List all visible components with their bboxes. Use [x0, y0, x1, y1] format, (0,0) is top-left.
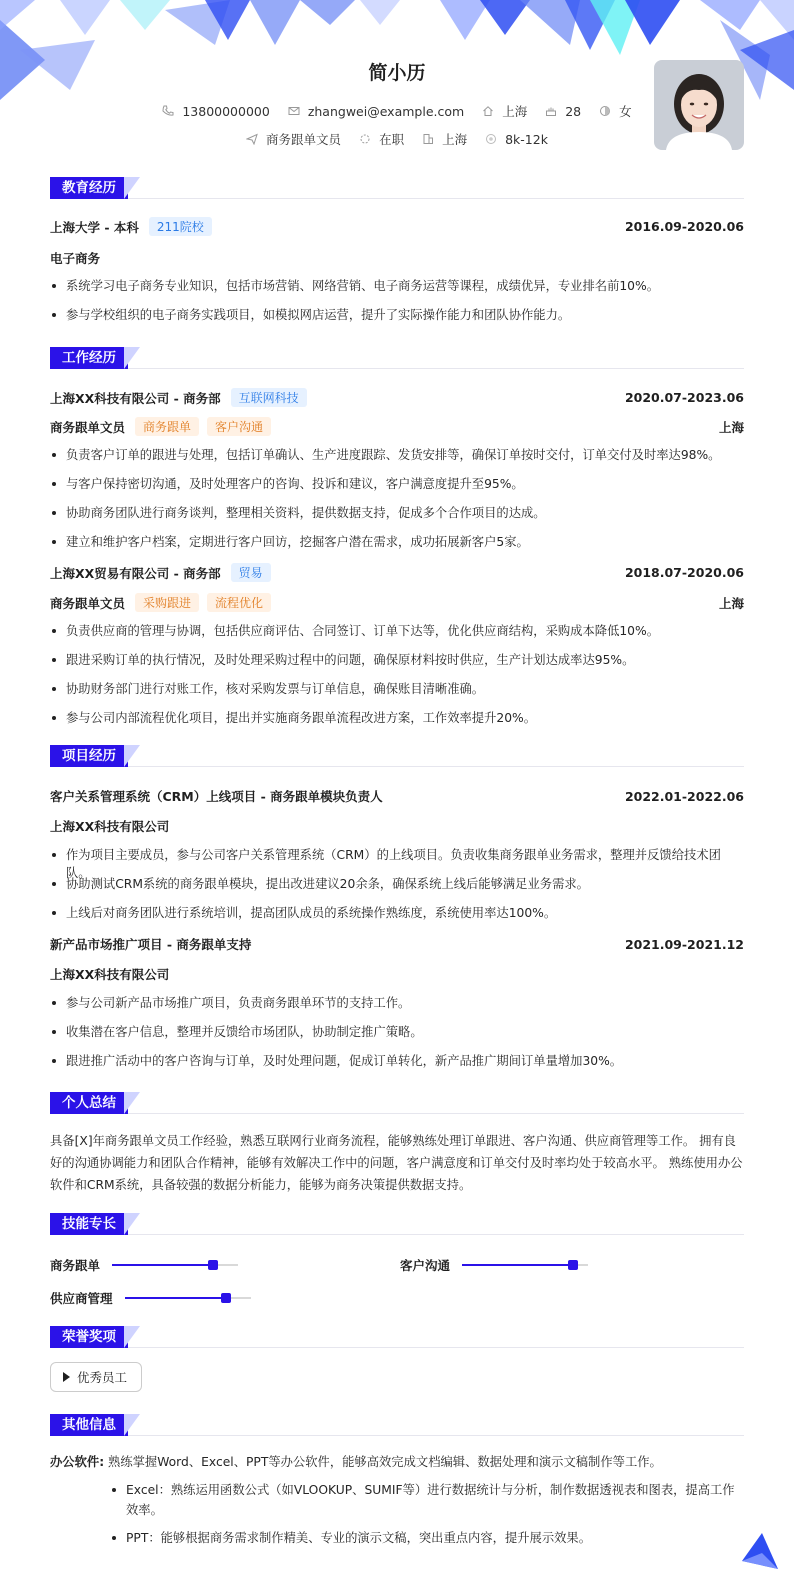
- section-title: 其他信息: [50, 1414, 128, 1436]
- list-item: 协助商务团队进行商务谈判，整理相关资料，提供数据支持，促成多个合作项目的达成。: [50, 504, 744, 533]
- summary-title-bar: [50, 1092, 744, 1114]
- status-text: 在职: [379, 132, 405, 147]
- list-item: 协助测试CRM系统的商务跟单模块，提出改进建议20余条，确保系统上线后能够满足业务需求。: [50, 875, 744, 904]
- education-section: [50, 177, 744, 322]
- skills-title-bar: [50, 1213, 744, 1235]
- list-item: 跟进推广活动中的客户咨询与订单，及时处理问题，促成订单转化，新产品推广期间订单量增加30%。: [50, 1052, 744, 1081]
- gender-icon: [599, 105, 611, 117]
- project-date: 2022.01-2022.06: [624, 788, 744, 804]
- job-header-row: [50, 563, 744, 582]
- status-info: [359, 130, 404, 148]
- major-name: 电子商务: [50, 251, 101, 266]
- skill-tag: 采购跟进: [135, 593, 199, 612]
- section-title: 项目经历: [50, 745, 128, 767]
- title-tail: [124, 1414, 140, 1436]
- age-text: 28: [565, 103, 582, 119]
- gender-text: 女: [619, 104, 632, 119]
- work-title-bar: [50, 347, 744, 369]
- job-location: 上海: [718, 595, 744, 611]
- job-header-row: [50, 388, 744, 407]
- education-header-row: [50, 217, 744, 236]
- resume-header: [0, 0, 794, 160]
- section-title: 个人总结: [50, 1092, 128, 1114]
- project-bullets: [50, 994, 744, 1081]
- job-role: 商务跟单文员: [50, 419, 126, 435]
- project-name: 新产品市场推广项目 - 商务跟单支持: [50, 937, 252, 952]
- skill-name: 供应商管理: [50, 1291, 113, 1306]
- summary-text: 具备[X]年商务跟单文员工作经验，熟悉互联网行业商务流程，能够熟练处理订单跟进、客户沟通、供应商管理等工作。 拥有良好的沟通协调能力和团队合作精神，能够有效解决工作中的问题，客户满意度和订单交付及时率均处于较高水平。 熟练使用办公软件和CRM系统，具备较强的数据分析能力，能够为商务决策提供数据支持。: [50, 1134, 743, 1192]
- target-city-text: 上海: [442, 132, 468, 147]
- section-title: 技能专长: [50, 1213, 128, 1235]
- project-org: 上海XX科技有限公司: [50, 967, 170, 982]
- other-label: 办公软件:: [50, 1455, 105, 1469]
- mail-icon: [288, 105, 300, 117]
- job-date: 2020.07-2023.06: [624, 390, 744, 405]
- salary-text: 8k-12k: [505, 131, 548, 147]
- list-item: 上线后对商务团队进行系统培训，提高团队成员的系统操作熟练度，系统使用率达100%。: [50, 904, 744, 933]
- email-info: [288, 102, 464, 120]
- education-date: 2016.09-2020.06: [624, 219, 744, 234]
- list-item: 收集潜在客户信息，整理并反馈给市场团队，协助制定推广策略。: [50, 1023, 744, 1052]
- list-item: PPT：能够根据商务需求制作精美、专业的演示文稿，突出重点内容，提升展示效果。: [110, 1528, 744, 1548]
- section-title: 教育经历: [50, 177, 128, 199]
- candidate-name: 简小历: [368, 62, 426, 84]
- section-title: 工作经历: [50, 347, 128, 369]
- building-icon: [422, 133, 434, 145]
- salary-info: [485, 130, 548, 148]
- skill-fill: [125, 1297, 226, 1299]
- loading-icon: [359, 133, 371, 145]
- project-org-row: [50, 965, 744, 983]
- skill-fill: [112, 1264, 213, 1266]
- skill-tag: 客户沟通: [207, 417, 271, 436]
- skill-bar: [462, 1264, 588, 1266]
- title-tail: [124, 1213, 140, 1235]
- other-section: [50, 1414, 744, 1545]
- skill-knob: [208, 1260, 218, 1270]
- summary-section: [50, 1092, 744, 1192]
- coin-icon: [485, 133, 497, 145]
- city-info: [482, 102, 527, 120]
- other-text: 熟练掌握Word、Excel、PPT等办公软件，能够高效完成文档编辑、数据处理和演示文稿制作等工作。: [108, 1455, 662, 1469]
- list-item: 与客户保持密切沟通，及时处理客户的咨询、投诉和建议，客户满意度提升至95%。: [50, 475, 744, 504]
- skill-fill: [462, 1264, 573, 1266]
- title-tail: [124, 1092, 140, 1114]
- list-item: 作为项目主要成员，参与公司客户关系管理系统（CRM）的上线项目。负责收集商务跟单业务需求，整理并反馈给技术团队。: [50, 846, 744, 875]
- project-header-row: [50, 935, 744, 953]
- skill-item: [400, 1256, 588, 1274]
- projects-section: [50, 745, 744, 1068]
- company-name: 上海XX贸易有限公司 - 商务部: [50, 565, 221, 581]
- phone-text: 13800000000: [182, 103, 270, 119]
- project-org: 上海XX科技有限公司: [50, 819, 170, 834]
- target-city-info: [422, 130, 467, 148]
- office-sub-list: [110, 1480, 744, 1556]
- project-bullets: [50, 846, 744, 933]
- title-tail: [124, 347, 140, 369]
- age-info: [545, 102, 581, 120]
- education-title-bar: [50, 177, 744, 199]
- school-name: 上海大学 - 本科: [50, 219, 139, 235]
- job-role-row: [50, 417, 744, 436]
- skill-item: [50, 1256, 238, 1274]
- title-tail: [124, 177, 140, 199]
- project-date: 2021.09-2021.12: [624, 936, 744, 952]
- skill-item: [50, 1289, 251, 1307]
- company-name: 上海XX科技有限公司 - 商务部: [50, 390, 221, 406]
- phone-info: [162, 102, 269, 120]
- awards-section: [50, 1326, 744, 1385]
- list-item: 参与学校组织的电子商务实践项目，如模拟网店运营，提升了实际操作能力和团队协作能力。: [50, 306, 744, 335]
- awards-title-bar: [50, 1326, 744, 1348]
- project-org-row: [50, 817, 744, 835]
- other-title-bar: [50, 1414, 744, 1436]
- email-text: zhangwei@example.com: [307, 103, 465, 119]
- skill-bar: [125, 1297, 251, 1299]
- job-bullets: [50, 446, 744, 562]
- list-item: 参与公司新产品市场推广项目，负责商务跟单环节的支持工作。: [50, 994, 744, 1023]
- title-tail: [124, 745, 140, 767]
- skill-tag: 商务跟单: [135, 417, 199, 436]
- list-item: 跟进采购订单的执行情况，及时处理采购过程中的问题，确保原材料按时供应，生产计划达成率达95%。: [50, 651, 744, 680]
- skill-bar: [112, 1264, 238, 1266]
- job-target-info: [246, 130, 341, 148]
- projects-title-bar: [50, 745, 744, 767]
- skill-knob: [568, 1260, 578, 1270]
- job-role: 商务跟单文员: [50, 595, 126, 611]
- list-item: 系统学习电子商务专业知识，包括市场营销、网络营销、电子商务运营等课程，成绩优异，专业排名前10%。: [50, 277, 744, 306]
- play-icon: [63, 1372, 70, 1382]
- industry-tag: 贸易: [231, 563, 271, 582]
- education-bullets: [50, 277, 744, 335]
- list-item: 负责供应商的管理与协调，包括供应商评估、合同签订、订单下达等，优化供应商结构，采购成本降低10%。: [50, 622, 744, 651]
- home-icon: [482, 105, 494, 117]
- send-icon: [246, 133, 258, 145]
- work-section: [50, 347, 744, 725]
- title-tail: [124, 1326, 140, 1348]
- major-row: [50, 249, 744, 267]
- gender-info: [599, 102, 632, 120]
- skill-tag: 流程优化: [207, 593, 271, 612]
- skill-name: 客户沟通: [400, 1258, 451, 1273]
- list-item: 建立和维护客户档案，定期进行客户回访，挖掘客户潜在需求，成功拓展新客户5家。: [50, 533, 744, 562]
- project-header-row: [50, 787, 744, 805]
- industry-tag: 互联网科技: [231, 388, 307, 407]
- section-title: 荣誉奖项: [50, 1326, 128, 1348]
- list-item: 参与公司内部流程优化项目，提出并实施商务跟单流程改进方案，工作效率提升20%。: [50, 709, 744, 738]
- office-software-line: [50, 1452, 744, 1472]
- skill-knob: [221, 1293, 231, 1303]
- cake-icon: [545, 105, 557, 117]
- job-target-text: 商务跟单文员: [266, 132, 342, 147]
- phone-icon: [162, 105, 174, 117]
- job-role-row: [50, 593, 744, 612]
- school-tag: 211院校: [149, 217, 212, 236]
- skills-section: [50, 1213, 744, 1306]
- skill-name: 商务跟单: [50, 1258, 101, 1273]
- award-chip: [50, 1362, 142, 1392]
- job-bullets: [50, 622, 744, 738]
- job-location: 上海: [718, 419, 744, 435]
- award-name: 优秀员工: [77, 1370, 128, 1385]
- list-item: 负责客户订单的跟进与处理，包括订单确认、生产进度跟踪、发货安排等，确保订单按时交付，订单交付及时率达98%。: [50, 446, 744, 475]
- project-name: 客户关系管理系统（CRM）上线项目 - 商务跟单模块负责人: [50, 789, 383, 804]
- list-item: Excel：熟练运用函数公式（如VLOOKUP、SUMIF等）进行数据统计与分析，制作数据透视表和图表，提高工作效率。: [110, 1480, 744, 1520]
- city-text: 上海: [502, 104, 528, 119]
- list-item: 协助财务部门进行对账工作，核对采购发票与订单信息，确保账目清晰准确。: [50, 680, 744, 709]
- job-date: 2018.07-2020.06: [624, 565, 744, 580]
- avatar: [654, 60, 744, 150]
